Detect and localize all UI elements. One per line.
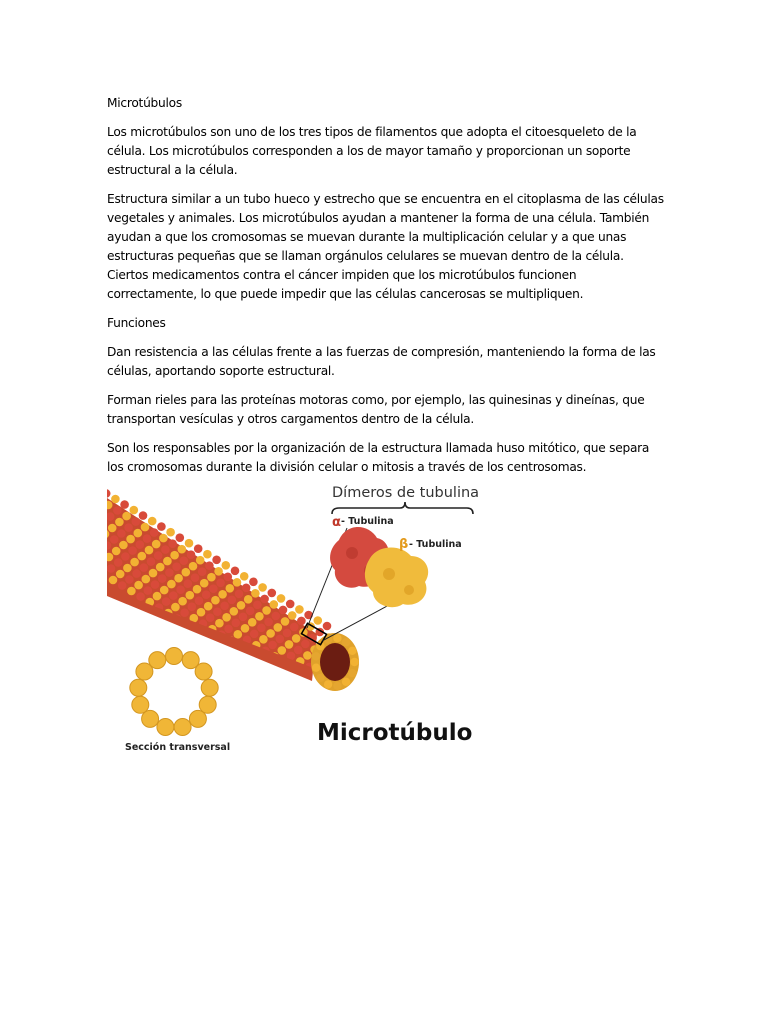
tubulin-subunit — [172, 562, 181, 571]
tubulin-subunit — [145, 546, 154, 555]
tubulin-subunit — [166, 528, 175, 537]
tubulin-subunit — [231, 567, 240, 576]
tubulin-subunit — [247, 659, 256, 668]
tubulin-subunit — [258, 583, 267, 592]
tubulin-subunit — [124, 523, 133, 532]
tubulin-subunit — [276, 635, 285, 644]
function-3-strong: Son los responsables por la organización de la estructura — [107, 441, 443, 455]
tubulin-subunit — [218, 590, 227, 599]
tubulin-subunit — [253, 601, 262, 610]
tubulin-subunit — [128, 546, 137, 555]
tubulin-subunit — [205, 561, 214, 570]
tubulin-subunit — [279, 606, 288, 615]
tubulin-subunit — [249, 578, 258, 587]
tubulin-subunit — [207, 573, 216, 582]
tubulin-subunit — [107, 489, 111, 498]
tubulin-subunit — [157, 522, 166, 531]
tube-end-subunit — [324, 680, 332, 688]
tubulin-subunit — [165, 568, 174, 577]
tubulin-subunit — [234, 630, 243, 639]
tubulin-subunit — [248, 618, 257, 627]
function-2-strong: Forman rieles para las proteínas motoras — [107, 393, 348, 407]
tubulin-subunit — [230, 607, 239, 616]
tubulin-subunit — [187, 550, 196, 559]
tube-end-subunit — [342, 638, 350, 646]
tubulin-subunit — [160, 586, 169, 595]
tubulin-subunit — [136, 540, 145, 549]
tubulin-subunit — [259, 635, 268, 644]
tubulin-subunit — [139, 511, 148, 520]
tubulin-subunit — [150, 528, 159, 537]
tubulin-subunit — [136, 592, 145, 601]
tubulin-subunit — [294, 646, 303, 655]
tube-end-subunit — [316, 674, 324, 682]
tubulin-subunit — [132, 517, 141, 526]
dimers-label: Dímeros de tubulina — [332, 485, 480, 501]
tubulin-subunit — [167, 580, 176, 589]
function-3-rest: llamada huso mitótico, que separa los cromosomas durante la división celular o mitosis a través de los centrosomas. — [107, 441, 650, 474]
tubulin-subunit — [295, 605, 304, 614]
tubulin-subunit — [274, 675, 283, 684]
tubulin-subunit — [211, 596, 220, 605]
tubulin-subunit — [250, 630, 259, 639]
tubulin-subunit — [290, 623, 299, 632]
tubulin-subunit — [233, 578, 242, 587]
cross-section-subunit — [142, 710, 159, 727]
tubulin-subunit — [159, 534, 168, 543]
tubulin-subunit — [200, 579, 209, 588]
tubulin-subunit — [126, 535, 135, 544]
tubulin-subunit — [318, 691, 327, 700]
tubulin-subunit — [140, 563, 149, 572]
cross-section-subunit — [166, 648, 183, 665]
tubulin-subunit — [214, 567, 223, 576]
tubulin-subunit — [265, 670, 274, 679]
tubulin-subunit — [286, 600, 295, 609]
tubulin-subunit — [111, 495, 120, 504]
tubulin-subunit — [161, 545, 170, 554]
tubulin-subunit — [113, 506, 122, 515]
tubulin-subunit — [152, 540, 161, 549]
tubulin-subunit — [193, 585, 202, 594]
tubulin-subunit — [176, 585, 185, 594]
tubulin-subunit — [195, 596, 204, 605]
tubulin-subunit — [266, 629, 275, 638]
tubulin-subunit — [163, 557, 172, 566]
tubulin-subunit — [222, 561, 231, 570]
tubulin-subunit — [337, 702, 346, 711]
tubulin-subunit — [288, 611, 297, 620]
tubulin-subunit — [237, 601, 246, 610]
tubulin-subunit — [272, 612, 281, 621]
microtubule-label: Microtúbulo — [317, 720, 473, 746]
tubulin-subunit — [189, 562, 198, 571]
tubulin-subunit — [314, 616, 323, 625]
tubulin-subunit — [107, 564, 115, 573]
tubulin-subunit — [270, 600, 279, 609]
tube-end-subunit — [348, 669, 356, 677]
cross-section-subunit — [195, 663, 212, 680]
tubulin-subunit — [168, 539, 177, 548]
cross-section-subunit — [199, 696, 216, 713]
tubulin-subunit — [257, 624, 266, 633]
tubulin-subunit — [239, 613, 248, 622]
tubulin-subunit — [116, 570, 125, 579]
tubulin-subunit — [241, 624, 250, 633]
document-title: Microtúbulos — [107, 96, 182, 110]
tubulin-subunit — [323, 622, 332, 631]
tubulin-subunit — [274, 623, 283, 632]
tubulin-subunit — [213, 607, 222, 616]
tubulin-subunit — [134, 581, 143, 590]
tubulin-subunit — [115, 518, 124, 527]
tubulin-subunit — [196, 556, 205, 565]
tubulin-subunit — [246, 607, 255, 616]
tubulin-subunit — [138, 552, 147, 561]
tubulin-subunit — [170, 551, 179, 560]
tubulin-subunit — [153, 592, 162, 601]
tubulin-subunit — [224, 625, 233, 634]
tube-end-subunit — [348, 647, 356, 655]
tubulin-subunit — [117, 529, 126, 538]
cross-section-subunit — [132, 696, 149, 713]
tubulin-subunit — [277, 594, 286, 603]
tubulin-subunit — [132, 569, 141, 578]
document-body — [107, 94, 667, 487]
tubulin-subunit — [300, 680, 309, 689]
tubulin-subunit — [143, 534, 152, 543]
tubulin-subunit — [328, 697, 337, 706]
tubulin-subunit — [203, 550, 212, 559]
tubulin-subunit — [255, 612, 264, 621]
tubulin-subunit — [285, 640, 294, 649]
tubulin-subunit — [209, 584, 218, 593]
cross-section-subunit — [157, 719, 174, 736]
tubulin-subunit — [302, 692, 311, 701]
tubulin-subunit — [147, 557, 156, 566]
tubulin-subunit — [109, 576, 118, 585]
cross-section-label: Sección transversal — [125, 742, 231, 753]
tubulin-subunit — [216, 579, 225, 588]
function-2-rest: como, por ejemplo, las quinesinas y dineínas, que transportan vesículas y otros cargamentos dentro de la célula. — [107, 393, 645, 426]
tubulin-subunit — [232, 619, 241, 628]
tubulin-subunit — [130, 506, 139, 515]
paragraph-structure: Estructura similar a un tubo hueco y estrecho que se encuentra en el citoplasma de las células vegetales y animales. Los microtúbulos ayudan a mantener la forma de una célula. También ayudan a que los cromosomas se muevan durante la multiplicación celular y a que unas estructuras pequeñas que se llaman orgánulos celulares se muevan dentro de la célula. Ciertos medicamentos contra el cáncer impiden que los microtúbulos funcionen correctamente, lo que puede impedir que las células cancerosas se multipliquen. — [107, 192, 664, 301]
tubulin-subunit — [202, 590, 211, 599]
tubulin-subunit — [119, 541, 128, 550]
tubulin-subunit — [303, 651, 312, 660]
cross-section-subunit — [189, 710, 206, 727]
tubulin-subunit — [278, 646, 287, 655]
tubulin-subunit — [148, 517, 157, 526]
tubulin-subunit — [262, 606, 271, 615]
tubulin-subunit — [215, 619, 224, 628]
tubulin-subunit — [130, 558, 139, 567]
tubulin-subunit — [182, 568, 191, 577]
tubulin-subunit — [125, 575, 134, 584]
tubulin-subunit — [142, 575, 151, 584]
tubulin-subunit — [301, 640, 310, 649]
tubulin-subunit — [120, 500, 129, 509]
tubulin-subunit — [171, 603, 180, 612]
beta-tubulin-protein — [365, 547, 428, 607]
tubulin-subunit — [220, 602, 229, 611]
microtubule-illustration — [107, 478, 487, 770]
tubulin-subunit — [149, 569, 158, 578]
tube-end-subunit — [333, 634, 341, 642]
tubulin-subunit — [281, 617, 290, 626]
tubulin-subunit — [185, 539, 194, 548]
cross-section-ring — [130, 648, 218, 736]
cross-section-subunit — [149, 652, 166, 669]
tubulin-subunit — [176, 533, 185, 542]
tubulin-subunit — [293, 686, 302, 695]
tubulin-subunit — [123, 564, 132, 573]
dimer-bracket — [332, 502, 473, 514]
tubulin-subunit — [194, 544, 203, 553]
cross-section-subunit — [201, 679, 218, 696]
tube-end-hole — [320, 643, 350, 681]
tubulin-subunit — [268, 641, 277, 650]
tubulin-subunit — [198, 567, 207, 576]
tube-end-subunit — [333, 682, 341, 690]
tubulin-subunit — [335, 691, 344, 700]
tubulin-subunit — [151, 580, 160, 589]
tubulin-subunit — [108, 524, 117, 533]
function-2 — [107, 391, 667, 429]
cross-section-subunit — [174, 719, 191, 736]
tubulin-subunit — [154, 551, 163, 560]
functions-heading: Funciones — [107, 316, 166, 330]
beta-symbol: β — [399, 537, 409, 552]
tubulin-subunit — [284, 681, 293, 690]
tubulin-subunit — [304, 611, 313, 620]
tube-end-subunit — [350, 658, 358, 666]
tubulin-subunit — [178, 545, 187, 554]
function-1: Dan resistencia a las células frente a las fuerzas de compresión, manteniendo la forma de las células, aportando soporte estructural. — [107, 345, 656, 378]
tubulin-subunit — [228, 596, 237, 605]
tubulin-subunit — [330, 708, 339, 717]
tubulin-subunit — [256, 664, 265, 673]
tubulin-subunit — [226, 584, 235, 593]
tubulin-subunit — [197, 608, 206, 617]
tubulin-subunit — [180, 608, 189, 617]
tubulin-subunit — [222, 613, 231, 622]
tubulin-subunit — [184, 579, 193, 588]
alpha-symbol: α — [332, 515, 341, 530]
paragraph-intro: Los microtúbulos son uno de los tres tipos de filamentos que adopta el citoesqueleto de la célula. Los microtúbulos corresponden a los de mayor tamaño y proporcionan un soporte estructural a la célula. — [107, 125, 637, 177]
tubulin-subunit — [178, 597, 187, 606]
cross-section-subunit — [130, 679, 147, 696]
microtubule-figure — [107, 478, 487, 770]
tubulin-subunit — [141, 523, 150, 532]
tubulin-subunit — [206, 613, 215, 622]
tubulin-subunit — [235, 590, 244, 599]
tubulin-subunit — [174, 574, 183, 583]
tubulin-subunit — [110, 535, 119, 544]
tubulin-subunit — [251, 589, 260, 598]
function-3 — [107, 439, 667, 477]
beta-label: - Tubulina — [409, 539, 462, 550]
tubulin-subunit — [264, 618, 273, 627]
tubulin-subunit — [186, 591, 195, 600]
tube-end-subunit — [342, 678, 350, 686]
tubulin-subunit — [112, 547, 121, 556]
tubulin-subunit — [238, 653, 247, 662]
tubulin-subunit — [240, 572, 249, 581]
tubulin-subunit — [114, 558, 123, 567]
tubulin-subunit — [144, 586, 153, 595]
tubulin-subunit — [204, 602, 213, 611]
tubulin-subunit — [297, 617, 306, 626]
tubulin-subunit — [320, 703, 329, 712]
tubulin-subunit — [291, 675, 300, 684]
tube-end-subunit — [312, 652, 320, 660]
tubulin-subunit — [244, 595, 253, 604]
tubulin-subunit — [242, 584, 251, 593]
tubulin-subunit — [127, 587, 136, 596]
alpha-label: - Tubulina — [341, 516, 394, 527]
tubulin-subunit — [180, 556, 189, 565]
tubulin-subunit — [268, 589, 277, 598]
tubulin-subunit — [122, 512, 131, 521]
tubulin-subunit — [158, 574, 167, 583]
tubulin-subunit — [134, 529, 143, 538]
tubulin-subunit — [260, 595, 269, 604]
tubulin-subunit — [311, 697, 320, 706]
tubulin-subunit — [224, 573, 233, 582]
tubulin-subunit — [191, 573, 200, 582]
tubulin-subunit — [156, 563, 165, 572]
tubulin-subunit — [118, 581, 127, 590]
tubulin-subunit — [292, 634, 301, 643]
tubulin-subunit — [121, 552, 130, 561]
tubulin-subunit — [283, 629, 292, 638]
tubulin-subunit — [212, 556, 221, 565]
tubulin-subunit — [309, 686, 318, 695]
tube-end-subunit — [312, 664, 320, 672]
tubulin-subunit — [162, 597, 171, 606]
tubulin-subunit — [188, 602, 197, 611]
tubulin-subunit — [169, 591, 178, 600]
